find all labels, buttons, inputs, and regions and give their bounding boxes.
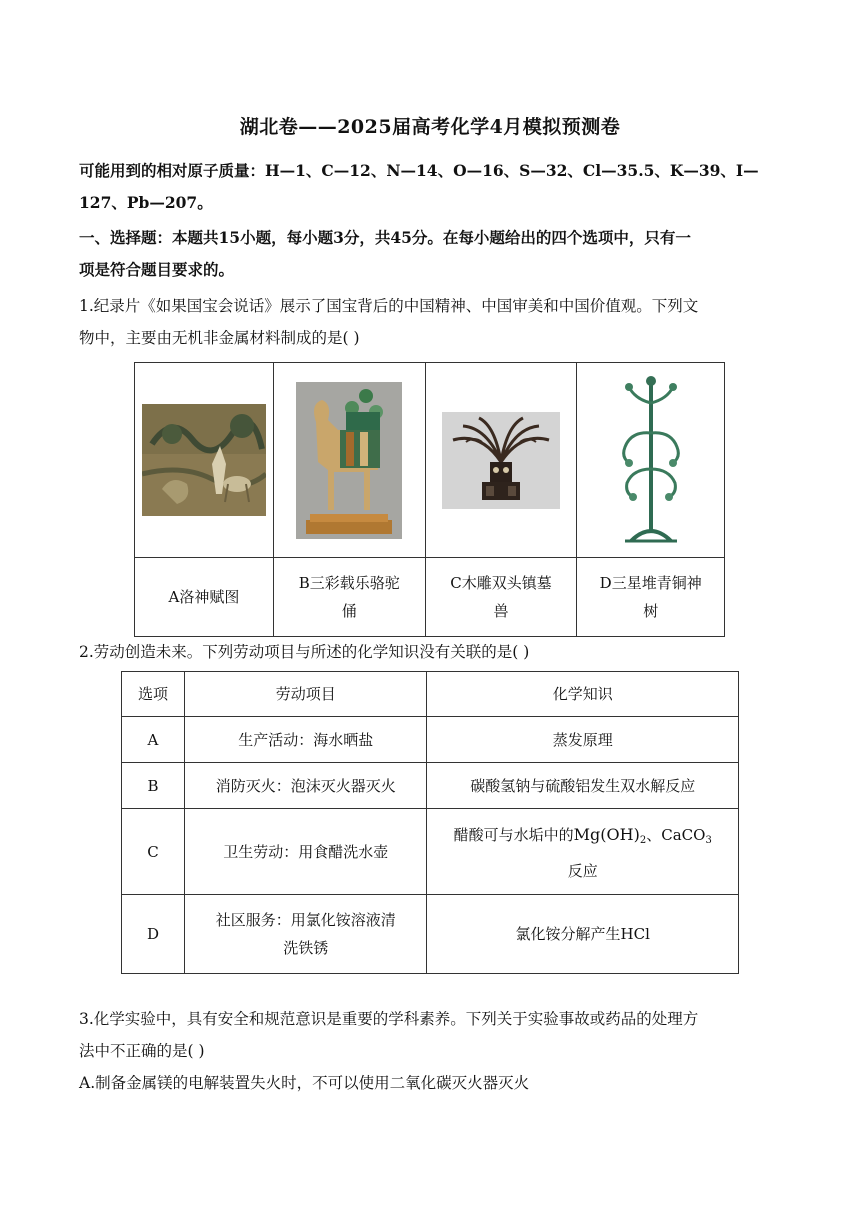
option-a-caption-line-1: A洛神赋图 (168, 588, 240, 606)
row-a-knowledge: 蒸发原理 (427, 717, 739, 763)
row-c-knowledge (427, 809, 739, 895)
option-d-caption (577, 558, 725, 637)
row-d-option: D (122, 895, 185, 974)
option-b-caption-line-2: 俑 (341, 602, 357, 620)
caco-formula: 、CaCO (646, 825, 706, 844)
table-row (122, 809, 739, 895)
row-d-project (184, 895, 427, 974)
exam-title: 湖北卷——2025届高考化学4月模拟预测卷 (239, 116, 621, 138)
atomic-mass-line-1: 可能用到的相对原子质量：H—1、C—12、N—14、O—16、S—32、Cl—35.5、K—39、I— (79, 161, 759, 180)
table-row (122, 895, 739, 974)
row-c-option: C (122, 809, 185, 895)
q2-stem: 2.劳动创造未来。下列劳动项目与所述的化学知识没有关联的是( ) (79, 643, 530, 661)
row-c-project: 卫生劳动：用食醋洗水壶 (184, 809, 427, 895)
row-d-project-line-1: 社区服务：用氯化铵溶液清 (215, 911, 396, 929)
painting-image (142, 404, 266, 516)
q2-table (121, 671, 739, 974)
header-project: 劳动项目 (184, 672, 427, 717)
q1-stem-line-1: 1.纪录片《如果国宝会说话》展示了国宝背后的中国精神、中国审美和中国价值观。下列文 (79, 297, 699, 315)
row-c-knowledge-line-1 (435, 819, 730, 857)
section-heading-line-1: 一、选择题：本题共15小题，每小题3分，共45分。在每小题给出的四个选项中，只有一 (79, 228, 691, 247)
row-b-knowledge: 碳酸氢钠与硫酸铝发生双水解反应 (427, 763, 739, 809)
row-a-project: 生产活动：海水晒盐 (184, 717, 427, 763)
option-b-caption-line-1: B三彩载乐骆驼 (298, 574, 400, 592)
option-d-caption-line-1: D三星堆青铜神 (599, 574, 702, 592)
option-b-image-cell (273, 363, 425, 558)
option-d-caption-line-2: 树 (643, 602, 659, 620)
option-c-caption-line-1: C木雕双头镇墓 (450, 574, 552, 592)
row-c-knowledge-line-2: 反应 (567, 861, 598, 880)
section-heading-line-2: 项是符合题目要求的。 (79, 260, 235, 279)
wooden-beast-image (442, 412, 560, 509)
option-a-image-cell (135, 363, 274, 558)
q3-stem-line-2: 法中不正确的是( ) (79, 1042, 205, 1060)
mg-oh-formula: Mg(OH) (573, 824, 640, 844)
q3-stem-line-1: 3.化学实验中，具有安全和规范意识是重要的学科素养。下列关于实验事故或药品的处理方 (79, 1010, 699, 1028)
option-a-caption (135, 558, 274, 637)
q1-options-table (134, 362, 725, 637)
option-c-caption-line-2: 兽 (493, 602, 509, 620)
bronze-tree-image (611, 373, 691, 548)
table-header-row (122, 672, 739, 717)
header-option: 选项 (122, 672, 185, 717)
option-c-caption (425, 558, 577, 637)
q3-option-a: A.制备金属镁的电解装置失火时，不可以使用二氧化碳灭火器灭火 (79, 1074, 530, 1092)
camel-figurine-image (296, 382, 402, 539)
table-row (122, 717, 739, 763)
option-d-image-cell (577, 363, 725, 558)
header-knowledge: 化学知识 (427, 672, 739, 717)
caco-subscript: 3 (705, 834, 712, 846)
row-a-option: A (122, 717, 185, 763)
row-b-project: 消防灭火：泡沫灭火器灭火 (184, 763, 427, 809)
row-d-project-line-2: 洗铁锈 (283, 939, 329, 957)
row-d-knowledge: 氯化铵分解产生HCl (427, 895, 739, 974)
table-row (122, 763, 739, 809)
atomic-mass-line-2: 127、Pb—207。 (79, 193, 213, 212)
row-c-knowledge-text: 醋酸可与水垢中的 (453, 825, 574, 844)
q1-stem-line-2: 物中，主要由无机非金属材料制成的是( ) (79, 329, 360, 347)
option-b-caption (273, 558, 425, 637)
option-c-image-cell (425, 363, 577, 558)
row-b-option: B (122, 763, 185, 809)
mg-oh-subscript: 2 (639, 834, 647, 846)
